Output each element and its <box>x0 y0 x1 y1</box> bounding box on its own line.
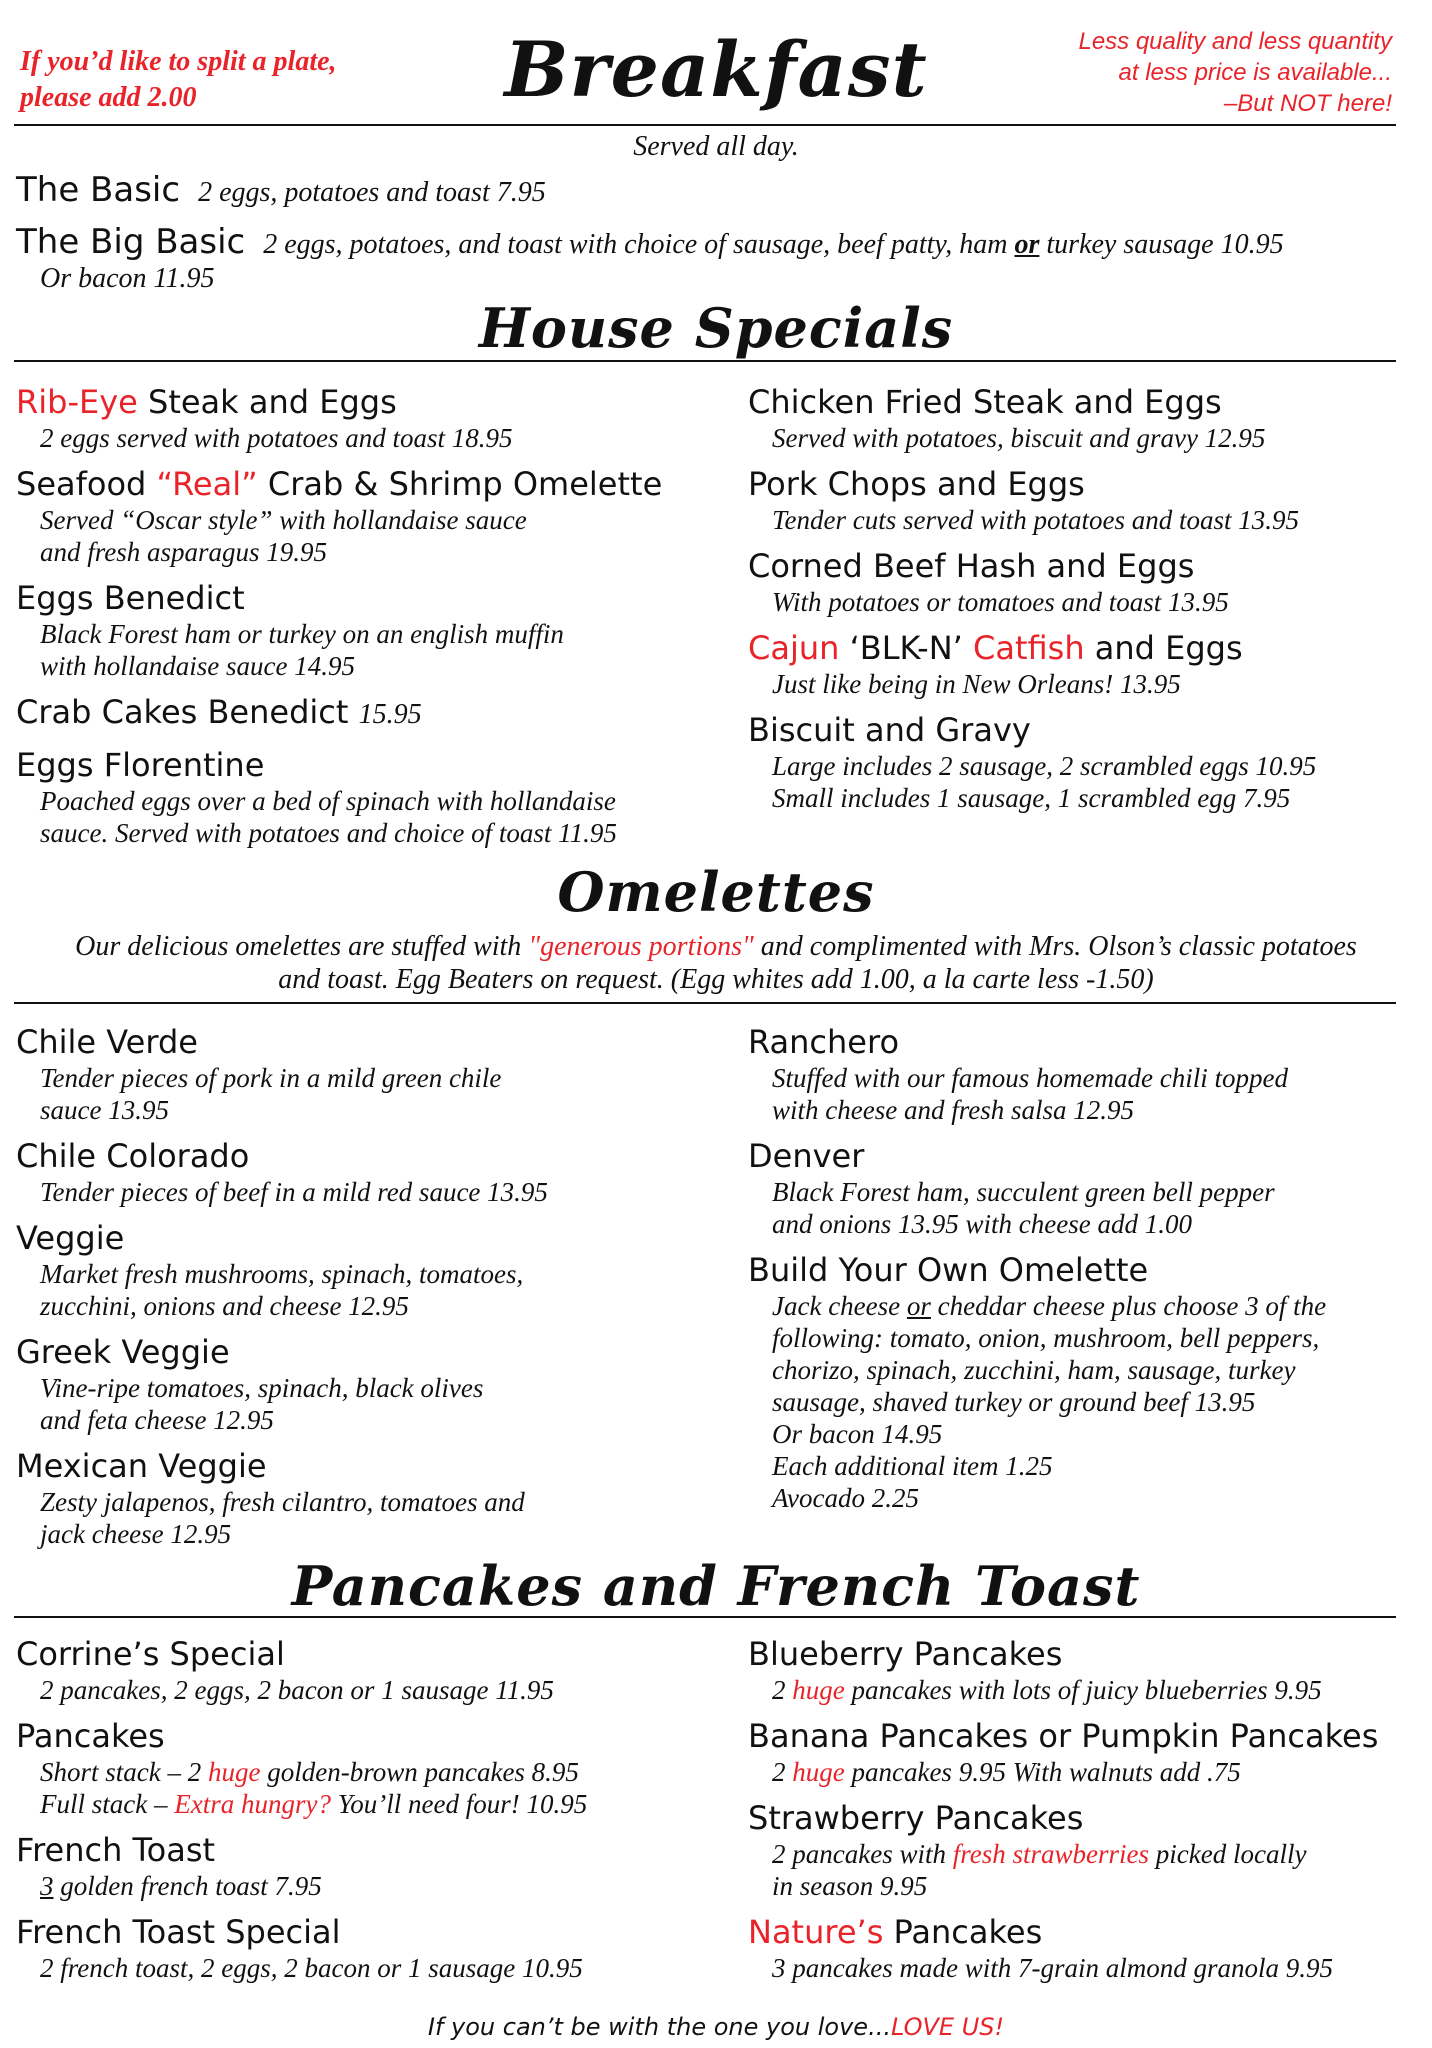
menu-item-seafood-omelette <box>16 464 706 568</box>
item-name: Greek Veggie <box>16 1333 230 1371</box>
menu-item-crab-cakes-benedict <box>16 692 706 735</box>
desc-part: Jack cheese <box>772 1291 901 1321</box>
split-plate-note: If you’d like to split a plate, please add 2.00 <box>20 46 337 113</box>
item-name-highlight: Nature’s <box>748 1913 884 1951</box>
item-name: Blueberry Pancakes <box>748 1635 1063 1673</box>
item-name: and Eggs <box>1094 629 1243 667</box>
divider <box>14 124 1396 126</box>
item-the-big-basic <box>16 222 1284 265</box>
page-title: Breakfast <box>504 25 928 114</box>
item-name: Denver <box>748 1137 865 1175</box>
item-desc: 2 eggs served with potatoes and toast 18.95 <box>40 423 513 453</box>
item-desc: Served “Oscar style” with hollandaise sauce and fresh asparagus 19.95 <box>40 505 527 567</box>
menu-item-rib-eye <box>16 382 706 454</box>
menu-item-chile-colorado <box>16 1136 706 1208</box>
desc-highlight: huge <box>792 1757 845 1787</box>
item-name: Mexican Veggie <box>16 1447 267 1485</box>
item-desc: Vine-ripe tomatoes, spinach, black olives and feta cheese 12.95 <box>40 1373 484 1435</box>
desc-part: picked locally <box>1155 1839 1307 1869</box>
desc-highlight: fresh strawberries <box>952 1839 1149 1869</box>
item-desc: Black Forest ham, succulent green bell pepper and onions 13.95 with cheese add 1.00 <box>772 1177 1275 1239</box>
item-name: Ranchero <box>748 1023 900 1061</box>
item-desc: Stuffed with our famous homemade chili topped with cheese and fresh salsa 12.95 <box>772 1063 1288 1125</box>
item-desc: Black Forest ham or turkey on an english muffin with hollandaise sauce 14.95 <box>40 619 564 681</box>
item-name-highlight: Rib-Eye <box>16 383 138 421</box>
item-name: Pancakes <box>893 1913 1043 1951</box>
menu-item-pancakes <box>16 1716 706 1820</box>
item-desc <box>16 1756 706 1820</box>
item-name-highlight: Catfish <box>972 629 1085 667</box>
menu-item-veggie <box>16 1218 706 1322</box>
desc-part: pancakes with lots of juicy blueberries 9.95 <box>851 1675 1322 1705</box>
divider <box>14 1616 1396 1618</box>
menu-item-denver <box>748 1136 1432 1240</box>
menu-item-corned-beef-hash <box>748 546 1432 618</box>
item-desc: Tender pieces of beef in a mild red sauce 13.95 <box>40 1177 548 1207</box>
omelettes-left-column <box>16 1022 706 1560</box>
desc-part: golden-brown pancakes 8.95 <box>267 1757 579 1787</box>
menu-item-banana-pumpkin-pancakes <box>748 1716 1432 1788</box>
item-desc: With potatoes or tomatoes and toast 13.95 <box>772 587 1229 617</box>
item-name: Steak and Eggs <box>148 383 397 421</box>
item-desc: 2 eggs, potatoes and toast 7.95 <box>198 177 546 208</box>
desc-part: 2 pancakes with <box>772 1839 946 1869</box>
intro-text: and complimented with Mrs. Olson’s classic potatoes and toast. Egg Beaters on request. (Egg whites add 1.00, a la carte less -1.50) <box>278 931 1357 995</box>
item-name-highlight: Cajun <box>748 629 840 667</box>
item-name: Chile Colorado <box>16 1137 250 1175</box>
item-desc: Tender pieces of pork in a mild green chile sauce 13.95 <box>40 1063 502 1125</box>
section-title-omelettes: Omelettes <box>557 860 875 924</box>
menu-item-biscuit-gravy <box>748 710 1432 814</box>
desc-number: 3 <box>40 1871 54 1901</box>
item-desc: Zesty jalapenos, fresh cilantro, tomatoes and jack cheese 12.95 <box>40 1487 525 1549</box>
big-basic-bacon: Or bacon 11.95 <box>40 263 215 294</box>
item-name: Corned Beef Hash and Eggs <box>748 547 1195 585</box>
menu-item-chicken-fried-steak <box>748 382 1432 454</box>
desc-highlight: Extra hungry? <box>174 1789 331 1819</box>
desc-part: 2 <box>772 1675 786 1705</box>
section-title-pancakes: Pancakes and French Toast <box>291 1554 1141 1618</box>
item-the-basic <box>16 170 546 213</box>
item-desc: 2 french toast, 2 eggs, 2 bacon or 1 sausage 10.95 <box>40 1953 583 1983</box>
divider <box>14 1002 1396 1004</box>
footer-text: If you can’t be with the one you love... <box>427 2013 891 2041</box>
menu-item-mexican-veggie <box>16 1446 706 1550</box>
footer-tagline <box>0 2012 1432 2042</box>
item-name: ‘BLK-N’ <box>849 629 963 667</box>
desc-or: or <box>1014 229 1040 260</box>
item-desc <box>748 1756 1432 1788</box>
item-price: 15.95 <box>358 699 422 730</box>
item-name: Seafood <box>16 465 147 503</box>
item-desc <box>748 1674 1432 1706</box>
menu-item-build-your-own <box>748 1250 1432 1514</box>
omelettes-right-column <box>748 1022 1432 1524</box>
item-name: French Toast Special <box>16 1913 341 1951</box>
item-name: Pork Chops and Eggs <box>748 465 1085 503</box>
desc-part: Short stack – 2 <box>40 1757 202 1787</box>
section-title-house-specials: House Specials <box>478 296 954 360</box>
desc-highlight: huge <box>208 1757 261 1787</box>
item-desc <box>748 1838 1432 1902</box>
item-desc <box>16 1870 706 1902</box>
intro-highlight: "generous portions" <box>528 931 754 962</box>
quality-note <box>972 26 1392 119</box>
item-desc: 2 pancakes, 2 eggs, 2 bacon or 1 sausage 11.95 <box>40 1675 554 1705</box>
item-name: Crab Cakes Benedict <box>16 693 349 731</box>
item-name: Build Your Own Omelette <box>748 1251 1149 1289</box>
item-name: Chicken Fried Steak and Eggs <box>748 383 1222 421</box>
desc-part: You’ll need four! 10.95 <box>337 1789 588 1819</box>
desc-part: cheddar cheese plus choose 3 of the following: tomato, onion, mushroom, bell peppers, chorizo, spinach, zucchini, ham, sausage, turkey sausage, shaved turkey or ground beef 13.95 Or bacon 14.95 Each additional item 1.25 Avocado 2.25 <box>772 1291 1327 1513</box>
desc-highlight: huge <box>792 1675 845 1705</box>
item-name: Veggie <box>16 1219 125 1257</box>
item-name: Corrine’s Special <box>16 1635 285 1673</box>
item-name-highlight: “Real” <box>156 465 258 503</box>
menu-item-natures-pancakes <box>748 1912 1432 1984</box>
item-desc: Tender cuts served with potatoes and toast 13.95 <box>772 505 1299 535</box>
intro-text: Our delicious omelettes are stuffed with <box>75 931 522 962</box>
item-name: The Big Basic <box>16 222 246 262</box>
desc-part: 2 <box>772 1757 786 1787</box>
house-specials-right-column <box>748 382 1432 824</box>
menu-item-corrines-special <box>16 1634 706 1706</box>
item-name: Pancakes <box>16 1717 165 1755</box>
item-desc <box>263 229 1283 260</box>
menu-item-french-toast-special <box>16 1912 706 1984</box>
item-name: The Basic <box>16 170 181 210</box>
quality-note-line-2: at less price is available... <box>1118 59 1392 86</box>
desc-part: turkey sausage 10.95 <box>1046 229 1284 260</box>
menu-item-greek-veggie <box>16 1332 706 1436</box>
item-name: Biscuit and Gravy <box>748 711 1031 749</box>
omelettes-intro <box>60 930 1372 996</box>
item-name: Banana Pancakes or Pumpkin Pancakes <box>748 1717 1379 1755</box>
item-name: Chile Verde <box>16 1023 198 1061</box>
desc-or: or <box>906 1291 931 1321</box>
item-desc: Poached eggs over a bed of spinach with hollandaise sauce. Served with potatoes and choice of toast 11.95 <box>40 786 617 848</box>
house-specials-left-column <box>16 382 706 859</box>
menu-item-chile-verde <box>16 1022 706 1126</box>
served-all-day: Served all day. <box>633 131 799 162</box>
item-name: Eggs Benedict <box>16 579 245 617</box>
item-desc: Just like being in New Orleans! 13.95 <box>772 669 1181 699</box>
menu-item-eggs-florentine <box>16 745 706 849</box>
menu-item-pork-chops <box>748 464 1432 536</box>
pancakes-left-column <box>16 1634 706 1994</box>
desc-part: Full stack – <box>40 1789 168 1819</box>
pancakes-right-column <box>748 1634 1432 1994</box>
item-desc: 3 pancakes made with 7-grain almond granola 9.95 <box>772 1953 1333 1983</box>
item-name: Crab & Shrimp Omelette <box>267 465 663 503</box>
desc-part: pancakes 9.95 With walnuts add .75 <box>851 1757 1241 1787</box>
item-name: Strawberry Pancakes <box>748 1799 1084 1837</box>
item-desc: Large includes 2 sausage, 2 scrambled eggs 10.95 Small includes 1 sausage, 1 scrambled egg 7.95 <box>772 751 1317 813</box>
divider <box>14 360 1396 362</box>
item-desc <box>748 1290 1432 1514</box>
item-desc: Market fresh mushrooms, spinach, tomatoes, zucchini, onions and cheese 12.95 <box>40 1259 524 1321</box>
menu-item-ranchero <box>748 1022 1432 1126</box>
menu-item-cajun-catfish <box>748 628 1432 700</box>
item-name: French Toast <box>16 1831 216 1869</box>
desc-part: 2 eggs, potatoes, and toast with choice of sausage, beef patty, ham <box>263 229 1008 260</box>
quality-note-line-3: –But NOT here! <box>1223 90 1392 117</box>
menu-item-eggs-benedict <box>16 578 706 682</box>
menu-item-strawberry-pancakes <box>748 1798 1432 1902</box>
menu-item-blueberry-pancakes <box>748 1634 1432 1706</box>
item-desc: Served with potatoes, biscuit and gravy 12.95 <box>772 423 1266 453</box>
footer-highlight: LOVE US! <box>890 2013 1005 2041</box>
quality-note-line-1: Less quality and less quantity <box>1078 28 1392 55</box>
item-name: Eggs Florentine <box>16 746 265 784</box>
menu-item-french-toast <box>16 1830 706 1902</box>
desc-part: in season 9.95 <box>772 1871 928 1901</box>
desc-part: golden french toast 7.95 <box>60 1871 322 1901</box>
